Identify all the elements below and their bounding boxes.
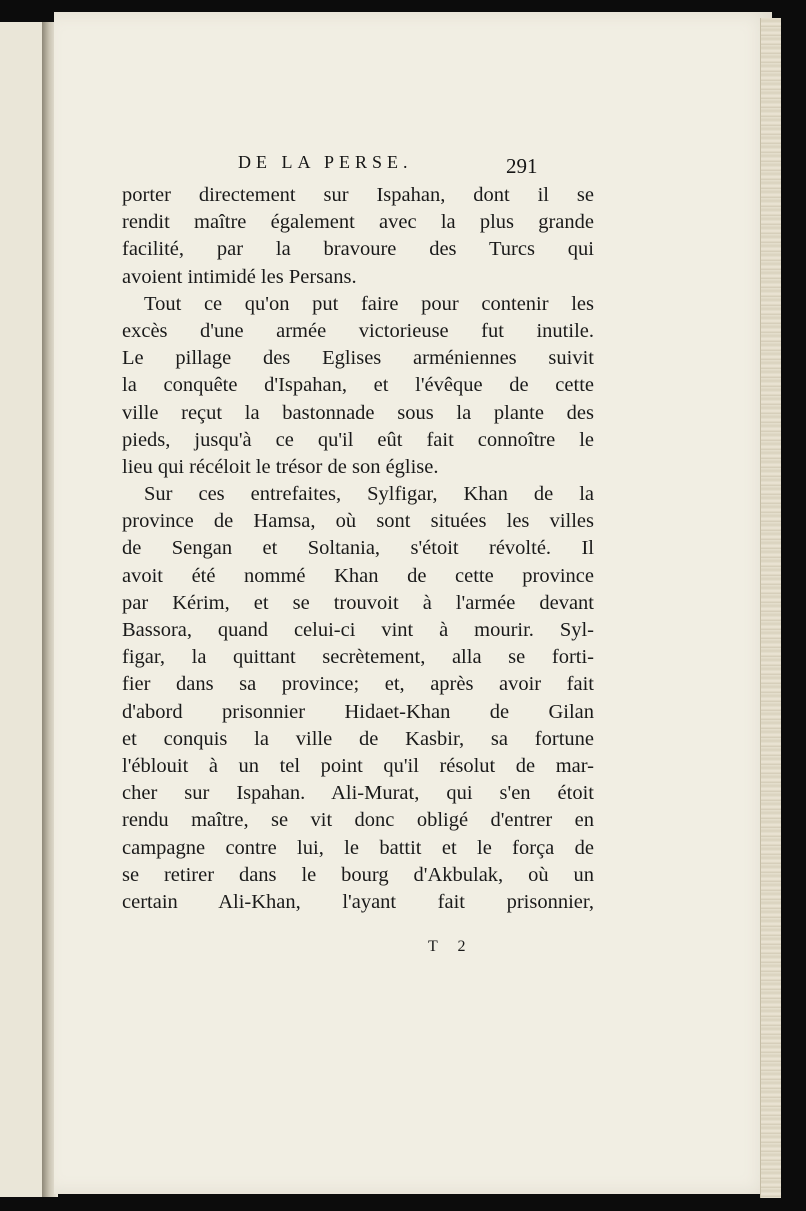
text-line: rendit maître également avec la plus grande	[122, 211, 594, 234]
text-line: certain Ali-Khan, l'ayant fait prisonnier,	[122, 890, 594, 913]
text-line: campagne contre lui, le battit et le força de	[122, 836, 594, 859]
running-head: DE LA PERSE.	[238, 152, 413, 172]
text-line: porter directement sur Ispahan, dont il se	[122, 184, 594, 206]
text-line: excès d'une armée victorieuse fut inutile.	[122, 319, 594, 342]
text-line: figar, la quittant secrètement, alla se forti-	[122, 646, 594, 669]
text-line: avoit été nommé Khan de cette province	[122, 564, 594, 587]
text-line: pieds, jusqu'à ce qu'il eût fait connoître le	[122, 428, 594, 451]
page-fore-edge	[760, 18, 781, 1198]
text-line: l'éblouit à un tel point qu'il résolut de mar-	[122, 754, 594, 777]
text-line: province de Hamsa, où sont situées les villes	[122, 510, 594, 533]
text-line: fier dans sa province; et, après avoir fait	[122, 673, 594, 696]
text-line: avoient intimidé les Persans.	[122, 265, 357, 288]
text-line: lieu qui récéloit le trésor de son église.	[122, 455, 439, 478]
text-line: ville reçut la bastonnade sous la plante des	[122, 401, 594, 424]
text-line: Sur ces entrefaites, Sylfigar, Khan de la	[144, 483, 594, 506]
text-line: se retirer dans le bourg d'Akbulak, où un	[122, 863, 594, 886]
text-line: par Kérim, et se trouvoit à l'armée devant	[122, 591, 594, 614]
body-text	[122, 182, 594, 916]
text-line: rendu maître, se vit donc obligé d'entrer en	[122, 809, 594, 832]
text-line: Bassora, quand celui-ci vint à mourir. Syl-	[122, 619, 594, 641]
text-line: de Sengan et Soltania, s'étoit révolté. Il	[122, 537, 594, 560]
text-line: Le pillage des Eglises arméniennes suivit	[122, 347, 594, 370]
text-line: et conquis la ville de Kasbir, sa fortune	[122, 727, 594, 750]
book-page	[54, 12, 772, 1194]
text-line: d'abord prisonnier Hidaet-Khan de Gilan	[122, 700, 594, 723]
page-header	[54, 152, 772, 186]
page-number: 291	[506, 154, 538, 178]
text-line: cher sur Ispahan. Ali-Murat, qui s'en étoit	[122, 782, 594, 805]
text-line: la conquête d'Ispahan, et l'évêque de cette	[122, 374, 594, 397]
text-line: facilité, par la bravoure des Turcs qui	[122, 238, 594, 261]
facing-page-edge	[0, 22, 45, 1197]
signature-mark: T 2	[428, 938, 474, 955]
text-line: Tout ce qu'on put faire pour contenir les	[144, 292, 594, 315]
